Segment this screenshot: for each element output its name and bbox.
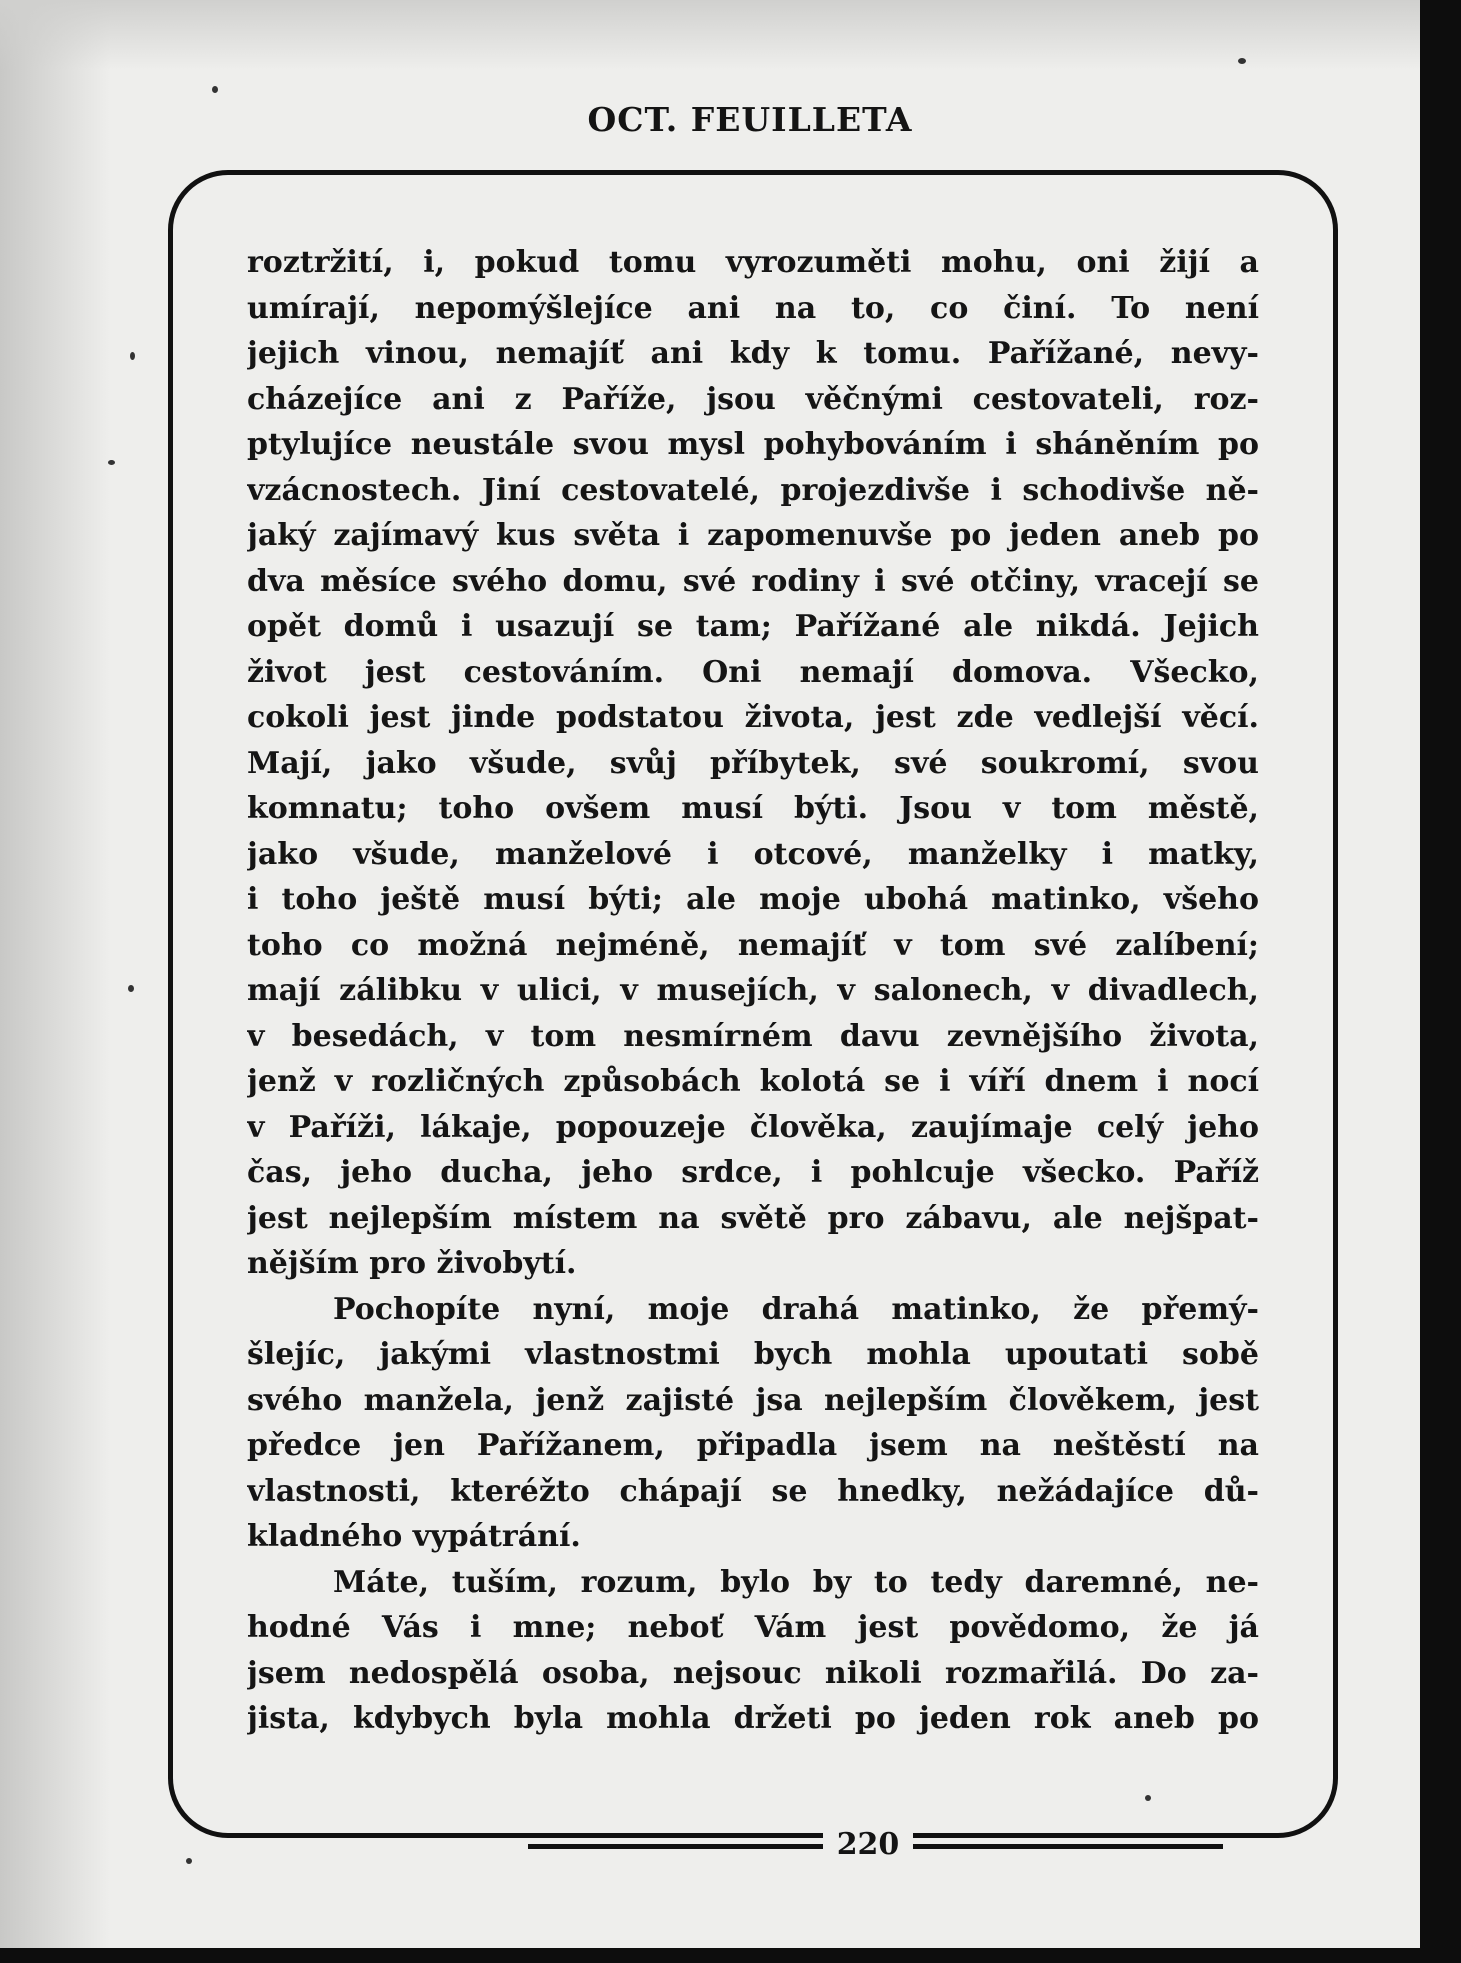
ink-speck bbox=[212, 86, 218, 93]
text-line: jista, kdybych byla mohla držeti po jeden rok aneb po bbox=[247, 1701, 1259, 1736]
text-line: čas, jeho ducha, jeho srdce, i pohlcuje všecko. Paříž bbox=[247, 1155, 1259, 1190]
text-line: jako všude, manželové i otcové, manželky i matky, bbox=[247, 836, 1259, 872]
text-line: Mají, jako všude, svůj příbytek, své soukromí, svou bbox=[247, 745, 1259, 781]
text-line: umírají, nepomýšlejíce ani na to, co činí. To není bbox=[247, 290, 1259, 326]
text-line: v besedách, v tom nesmírném davu zevnějšího života, bbox=[247, 1018, 1259, 1054]
running-header: OCT. FEUILLETA bbox=[587, 100, 913, 139]
text-line: jaký zajímavý kus světa i zapomenuvše po jeden aneb po bbox=[247, 518, 1259, 553]
text-line: i toho ještě musí býti; ale moje ubohá matinko, všeho bbox=[247, 882, 1259, 917]
text-line: život jest cestováním. Oni nemají domova. Všecko, bbox=[247, 654, 1259, 690]
text-line: mají zálibku v ulici, v musejích, v salonech, v divadlech, bbox=[247, 973, 1259, 1008]
ink-speck bbox=[108, 460, 115, 465]
text-line: toho co možná nejméně, nemajíť v tom své zalíbení; bbox=[247, 927, 1259, 963]
text-line: cházejíce ani z Paříže, jsou věčnými cestovateli, roz- bbox=[247, 381, 1259, 417]
text-line: komnatu; toho ovšem musí býti. Jsou v tom městě, bbox=[247, 791, 1259, 826]
text-line: jejich vinou, nemajíť ani kdy k tomu. Pařížané, nevy- bbox=[247, 336, 1259, 371]
text-line: ptylujíce neustále svou mysl pohybováním i sháněním po bbox=[247, 427, 1259, 462]
text-line: hodné Vás i mne; neboť Vám jest povědomo, že já bbox=[247, 1610, 1259, 1645]
text-line: dva měsíce svého domu, své rodiny i své otčiny, vracejí se bbox=[247, 563, 1259, 599]
ink-speck bbox=[130, 352, 135, 360]
page-number: 220 bbox=[823, 1825, 913, 1865]
text-line-paragraph-end: kladného vypátrání. bbox=[247, 1519, 581, 1554]
text-line-paragraph-start: Máte, tuším, rozum, bylo by to tedy daremné, ne- bbox=[333, 1564, 1259, 1600]
body-text bbox=[247, 240, 1259, 1742]
text-line: jest nejlepším místem na světě pro zábavu, ale nejšpat- bbox=[247, 1200, 1259, 1236]
text-line: v Paříži, lákaje, popouzeje člověka, zaujímaje celý jeho bbox=[247, 1109, 1259, 1145]
text-line: vlastnosti, kteréžto chápají se hnedky, nežádajíce dů- bbox=[247, 1473, 1259, 1509]
text-line: šlejíc, jakými vlastnostmi bych mohla upoutati sobě bbox=[247, 1337, 1259, 1372]
text-line: jenž v rozličných způsobách kolotá se i víří dnem i nocí bbox=[247, 1064, 1259, 1099]
text-line: svého manžela, jenž zajisté jsa nejlepším člověkem, jest bbox=[247, 1382, 1259, 1418]
ink-speck bbox=[1238, 58, 1246, 64]
text-line: vzácnostech. Jiní cestovatelé, projezdivše i schodivše ně- bbox=[247, 472, 1259, 508]
ink-speck bbox=[128, 985, 134, 992]
scan-edge-right bbox=[1420, 0, 1461, 1963]
text-line-paragraph-start: Pochopíte nyní, moje drahá matinko, že přemý- bbox=[333, 1291, 1259, 1327]
text-line: předce jen Pařížanem, připadla jsem na neštěstí na bbox=[247, 1428, 1259, 1463]
text-line: cokoli jest jinde podstatou života, jest zde vedlejší věcí. bbox=[247, 700, 1259, 735]
text-line-paragraph-end: nějším pro živobytí. bbox=[247, 1246, 577, 1281]
page-footer bbox=[168, 1825, 1338, 1865]
scan-edge-bottom bbox=[0, 1948, 1461, 1963]
text-line: opět domů i usazují se tam; Pařížané ale nikdá. Jejich bbox=[247, 609, 1259, 644]
text-line: roztržití, i, pokud tomu vyrozuměti mohu, oni žijí a bbox=[247, 245, 1259, 280]
text-line: jsem nedospělá osoba, nejsouc nikoli rozmařilá. Do za- bbox=[247, 1655, 1259, 1691]
